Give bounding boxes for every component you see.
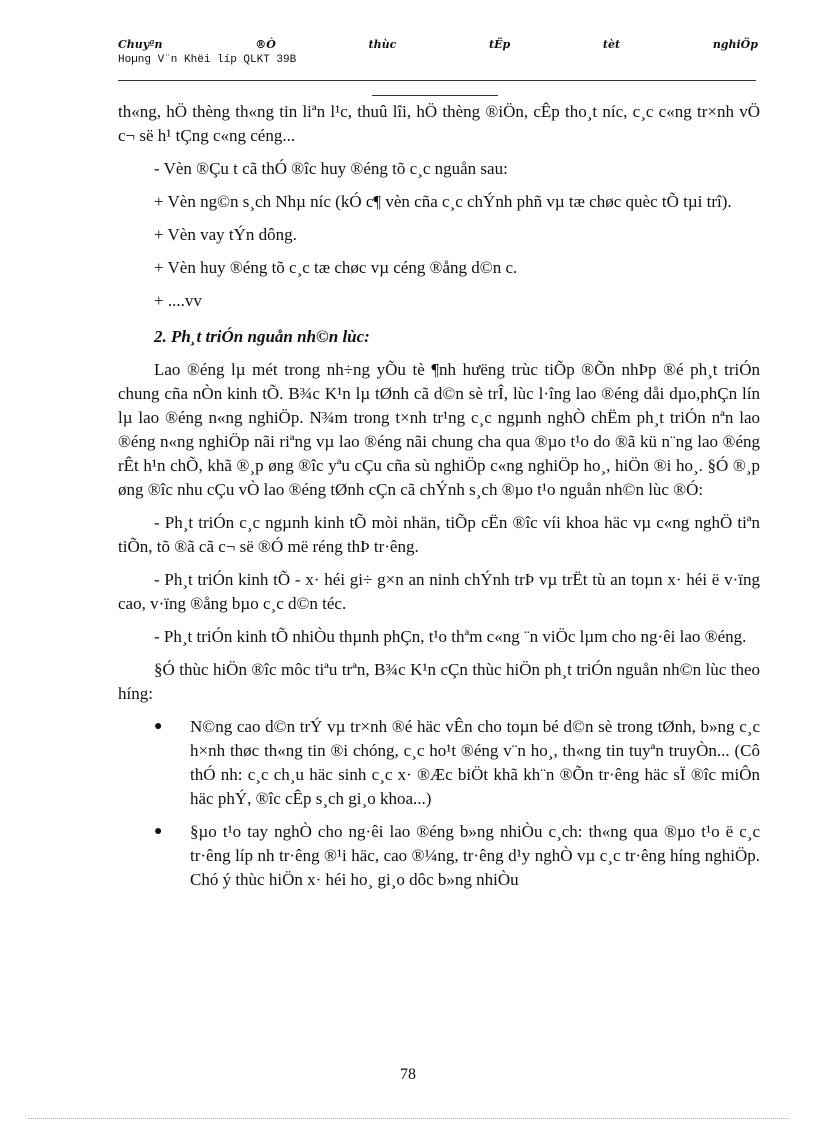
- page-number: 78: [400, 1066, 416, 1083]
- body-paragraph: - Vèn ®Çu t cã thÓ ®îc huy ®éng tõ c¸c nguån sau:: [154, 159, 508, 178]
- body-paragraph: + Vèn vay tÝn dông.: [154, 225, 297, 244]
- body-paragraph: - Ph¸t triÓn kinh tÕ nhiÒu thµnh phÇn, t¹o thªm c«ng ¨n viÖc lµm cho ng·êi lao ®éng.: [154, 627, 747, 646]
- bullet-icon: ●: [154, 824, 163, 839]
- body-paragraph: §Ó thùc hiÖn ®îc môc tiªu trªn, B¾c K¹n cÇn thùc hiÖn ph¸t triÓn nguån nh©n lùc theo híng:: [118, 660, 760, 703]
- header-word: nghiÖp: [712, 38, 758, 51]
- bullet-text: N©ng cao d©n trÝ vµ tr×nh ®é häc vÊn cho toµn bé d©n sè trong tØnh, b»ng c¸c h×nh thøc th«ng tin ®i chóng, c¸c ho¹t ®éng v¨n ho¸, th«ng tin tuyªn truyÒn... (Cô thÓ nh: c¸c ch¸u häc sinh c¸c x· ®Æc biÖt khã kh¨n ®Õn tr·êng häc sÏ ®îc miÔn häc phÝ, ®îc cÊp s¸ch gi¸o khoa...): [190, 717, 760, 808]
- body-paragraph: + Vèn huy ®éng tõ c¸c tæ chøc vµ céng ®ång d©n c.: [154, 258, 518, 277]
- header-word: tèt: [602, 38, 621, 51]
- header-word: ®Ò: [255, 38, 276, 51]
- body-paragraph: - Ph¸t triÓn c¸c ngµnh kinh tÕ mòi nhän, tiÕp cËn ®îc víi khoa häc vµ c«ng nghÖ tiªn tiÕn, tõ ®ã cã c¬ së ®Ó më réng thÞ tr·êng.: [118, 513, 760, 556]
- bullet-text: §µo t¹o tay nghÒ cho ng·êi lao ®éng b»ng nhiÒu c¸ch: th«ng qua ®µo t¹o ë c¸c tr·êng líp nh tr·êng ®¹i häc, cao ®¼ng, tr·êng d¹y nghÒ vµ c¸c tr·êng híng nghiÖp. Chó ý thùc hiÖn x· héi ho¸ gi¸o dôc b»ng nhiÒu: [190, 822, 760, 889]
- header-divider: [118, 80, 756, 81]
- bullet-icon: ●: [154, 719, 163, 734]
- body-paragraph: + Vèn ng©n s¸ch Nhµ níc (kÓ c¶ vèn cña c¸c chÝnh phñ vµ tæ chøc quèc tÕ tµi trî).: [154, 192, 732, 211]
- header-word: tËp: [489, 38, 511, 51]
- author-line: Hoµng V¨n Khëi líp QLKT 39B: [118, 54, 297, 66]
- section-heading: 2. Ph¸t triÓn nguån nh©n lùc:: [154, 327, 370, 346]
- body-paragraph: Lao ®éng lµ mét trong nh÷ng yÕu tè ¶nh hưëng trùc tiÕp ®Õn nhÞp ®é ph¸t triÓn chung cña nÒn kinh tÕ. B¾c K¹n lµ tØnh cã d©n sè trÎ, lùc l·îng lao ®éng dåi dµo,phÇn lín lµ lao ®éng n«ng nghiÖp. N¾m trong t×nh tr¹ng c¸c ngµnh nghÒ chËm ph¸t triÓn nªn lao ®éng n«ng nghiÖp nãi riªng vµ lao ®éng nãi chung cha qua ®µo t¹o do ®ã kü n¨ng lao ®éng rÊt h¹n chÕ, khã ®¸p øng ®îc yªu cÇu cña sù nghiÖp c«ng nghiÖp ho¸, hiÖn ®i ho¸. §Ó ®¸p øng ®îc nhu cÇu vÒ lao ®éng tØnh cÇn cã chÝnh s¸ch ®µo t¹o nguån nh©n lùc ®Ó:: [118, 360, 760, 499]
- body-paragraph: th«ng, hÖ thèng th«ng tin liªn l¹c, thuû lîi, hÖ thèng ®iÖn, cÊp tho¸t níc, c¸c c«ng tr×nh vÖ c¬ së h¹ tÇng c«ng céng...: [118, 102, 760, 145]
- body-paragraph: + ....vv: [154, 291, 202, 310]
- bullet-item: [118, 715, 760, 811]
- page-bottom-border: [28, 1118, 788, 1119]
- header-word: Chuyªn: [118, 38, 163, 51]
- header-word: thùc: [368, 38, 397, 51]
- body-paragraph: - Ph¸t triÓn kinh tÕ - x· héi gi÷ g×n an ninh chÝnh trÞ vµ trËt tù an toµn x· héi ë v·ïng cao, v·ïng ®ång bµo c¸c d©n téc.: [118, 570, 760, 613]
- document-body: [118, 100, 760, 901]
- bullet-item: [118, 820, 760, 892]
- running-header: [118, 38, 758, 51]
- header-divider-short: [372, 95, 498, 96]
